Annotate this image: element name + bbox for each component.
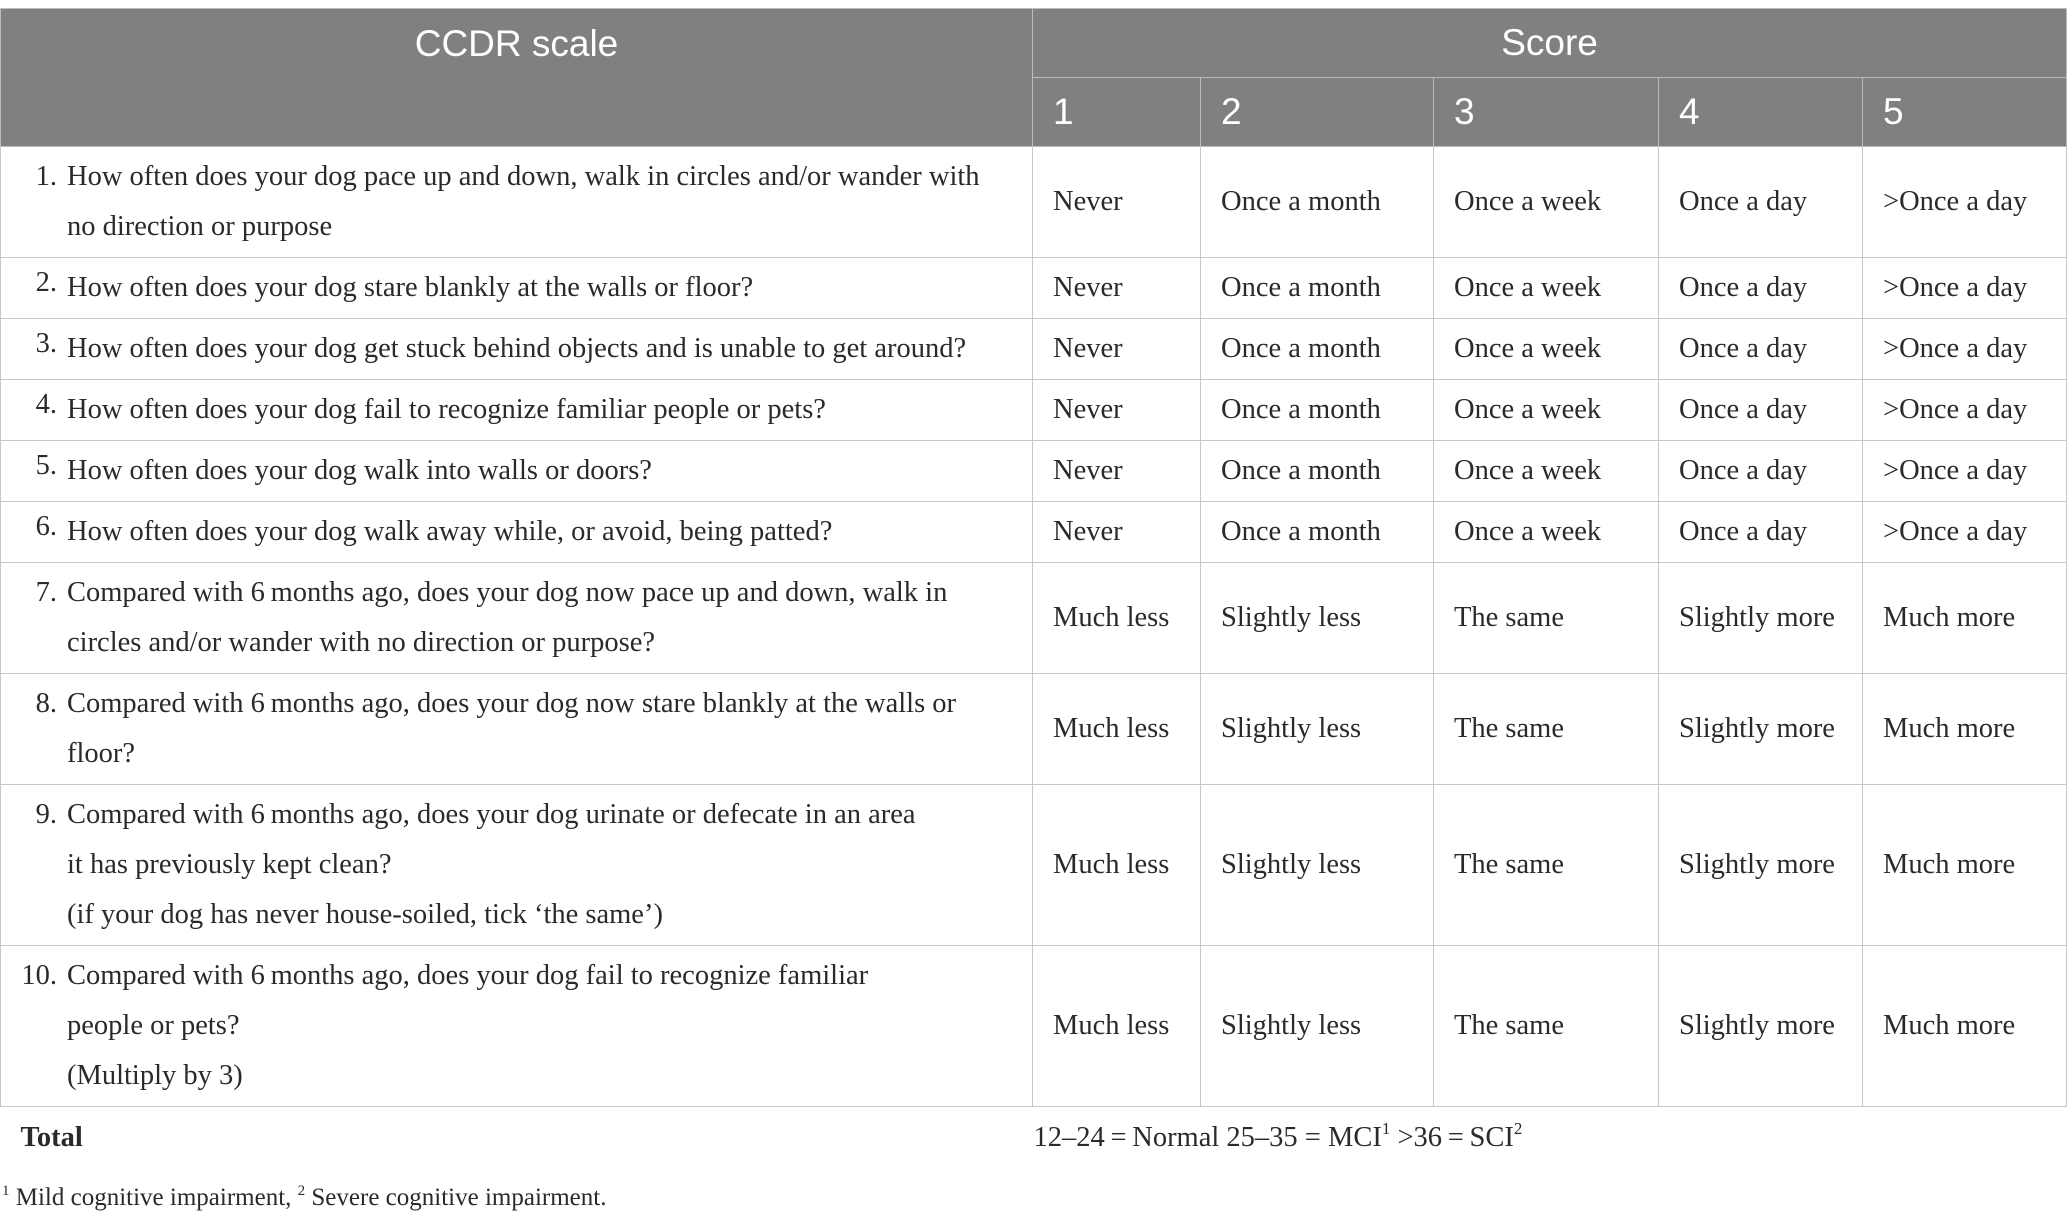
table-row [1,946,2067,1107]
table-row [1,502,2067,563]
score-option-5: >Once a day [1863,319,2067,380]
score-option-5: Much more [1863,785,2067,946]
score-option-4: Slightly more [1659,946,1863,1107]
score-option-5: >Once a day [1863,441,2067,502]
score-option-4: Once a day [1659,380,1863,441]
score-option-1: Never [1033,258,1201,319]
table-row [1,674,2067,785]
footnote-text-1: Mild cognitive impairment, [9,1184,298,1211]
score-option-5: Much more [1863,674,2067,785]
table-header [1,9,2067,147]
question-cell [1,441,1033,502]
question-number: 1. [35,161,57,192]
score-option-3: Once a week [1434,147,1659,258]
question-text-line: How often does your dog walk into walls or doors? [67,455,652,486]
score-option-3: The same [1434,785,1659,946]
question-text-line: How often does your dog get stuck behind objects and is unable to get around? [67,333,967,364]
header-score-5: 5 [1863,78,2067,147]
score-option-2: Once a month [1201,380,1434,441]
question-cell [1,258,1033,319]
score-option-5: Much more [1863,563,2067,674]
header-score: Score [1033,9,2067,78]
question-text-line: people or pets? [67,1010,240,1041]
question-cell [1,502,1033,563]
score-option-4: Once a day [1659,258,1863,319]
score-option-2: Once a month [1201,147,1434,258]
score-option-4: Once a day [1659,147,1863,258]
question-text-line: How often does your dog walk away while, or avoid, being patted? [67,516,833,547]
table-body [1,147,2067,1107]
question-cell [1,946,1033,1107]
question-text-line: Compared with 6 months ago, does your dog now pace up and down, walk in [67,577,948,608]
score-option-3: Once a week [1434,319,1659,380]
score-option-2: Once a month [1201,258,1434,319]
score-option-2: Once a month [1201,502,1434,563]
question-number: 5. [35,450,57,481]
header-score-1: 1 [1033,78,1201,147]
question-text-line: How often does your dog pace up and down, walk in circles and/or wander with [67,161,980,192]
score-option-2: Once a month [1201,319,1434,380]
question-text-line: Compared with 6 months ago, does your dog fail to recognize familiar [67,960,869,991]
score-option-2: Slightly less [1201,674,1434,785]
score-option-1: Much less [1033,946,1201,1107]
question-number: 4. [35,389,57,420]
score-option-3: The same [1434,946,1659,1107]
score-option-5: Much more [1863,946,2067,1107]
header-ccdr-scale: CCDR scale [1,9,1033,147]
question-cell [1,563,1033,674]
footnote [2,1184,606,1212]
question-text-line: (if your dog has never house-soiled, tick ‘the same’) [67,899,663,930]
question-text-line: circles and/or wander with no direction or purpose? [67,627,656,658]
score-option-1: Never [1033,147,1201,258]
question-text-line: no direction or purpose [67,211,333,242]
score-option-3: Once a week [1434,380,1659,441]
score-option-4: Once a day [1659,319,1863,380]
footnote-text-2: Severe cognitive impairment. [305,1184,607,1211]
question-text-line: floor? [67,738,136,769]
table-row [1,380,2067,441]
total-normal-mci: 12–24 = Normal 25–35 = MCI [1033,1121,1382,1153]
total-value [1033,1107,2067,1169]
header-score-3: 3 [1434,78,1659,147]
question-cell [1,785,1033,946]
score-option-4: Slightly more [1659,785,1863,946]
question-number: 9. [35,799,57,830]
score-option-4: Once a day [1659,441,1863,502]
score-option-1: Much less [1033,785,1201,946]
score-option-2: Once a month [1201,441,1434,502]
question-text-line: Compared with 6 months ago, does your dog urinate or defecate in an area [67,799,916,830]
question-cell [1,380,1033,441]
score-option-2: Slightly less [1201,946,1434,1107]
total-sci: >36 = SCI [1390,1121,1514,1153]
footnote-sup-1: 1 [2,1183,10,1199]
score-option-3: Once a week [1434,502,1659,563]
question-cell [1,147,1033,258]
question-number: 8. [35,688,57,719]
score-option-2: Slightly less [1201,563,1434,674]
total-row [1,1107,2067,1169]
score-option-1: Never [1033,502,1201,563]
total-label: Total [20,1121,83,1153]
score-option-5: >Once a day [1863,502,2067,563]
footnote-sup-2: 2 [297,1183,306,1199]
ccdr-table [0,8,2067,1168]
question-number: 10. [21,960,57,991]
score-option-4: Slightly more [1659,674,1863,785]
score-option-5: >Once a day [1863,380,2067,441]
table-row [1,785,2067,946]
table-row [1,563,2067,674]
score-option-3: The same [1434,563,1659,674]
question-cell [1,674,1033,785]
question-number: 7. [35,577,57,608]
table-row [1,147,2067,258]
table-row [1,319,2067,380]
question-number: 2. [35,267,57,298]
question-text-line: it has previously kept clean? [67,849,392,880]
question-number: 3. [35,328,57,359]
question-text-line: Compared with 6 months ago, does your dog now stare blankly at the walls or [67,688,957,719]
score-option-2: Slightly less [1201,785,1434,946]
table-row [1,441,2067,502]
ccdr-table-container [0,8,2067,1168]
total-sup-1: 1 [1381,1118,1391,1138]
score-option-1: Never [1033,319,1201,380]
score-option-4: Slightly more [1659,563,1863,674]
score-option-3: Once a week [1434,258,1659,319]
table-row [1,258,2067,319]
question-cell [1,319,1033,380]
score-option-3: Once a week [1434,441,1659,502]
score-option-1: Never [1033,441,1201,502]
score-option-1: Much less [1033,674,1201,785]
score-option-1: Much less [1033,563,1201,674]
question-number: 6. [35,511,57,542]
header-score-4: 4 [1659,78,1863,147]
score-option-5: >Once a day [1863,258,2067,319]
header-score-2: 2 [1201,78,1434,147]
score-option-1: Never [1033,380,1201,441]
question-text-line: (Multiply by 3) [67,1060,243,1091]
total-sup-2: 2 [1513,1118,1523,1138]
score-option-4: Once a day [1659,502,1863,563]
question-text-line: How often does your dog fail to recognize familiar people or pets? [67,394,826,425]
score-option-5: >Once a day [1863,147,2067,258]
question-text-line: How often does your dog stare blankly at the walls or floor? [67,272,754,303]
score-option-3: The same [1434,674,1659,785]
